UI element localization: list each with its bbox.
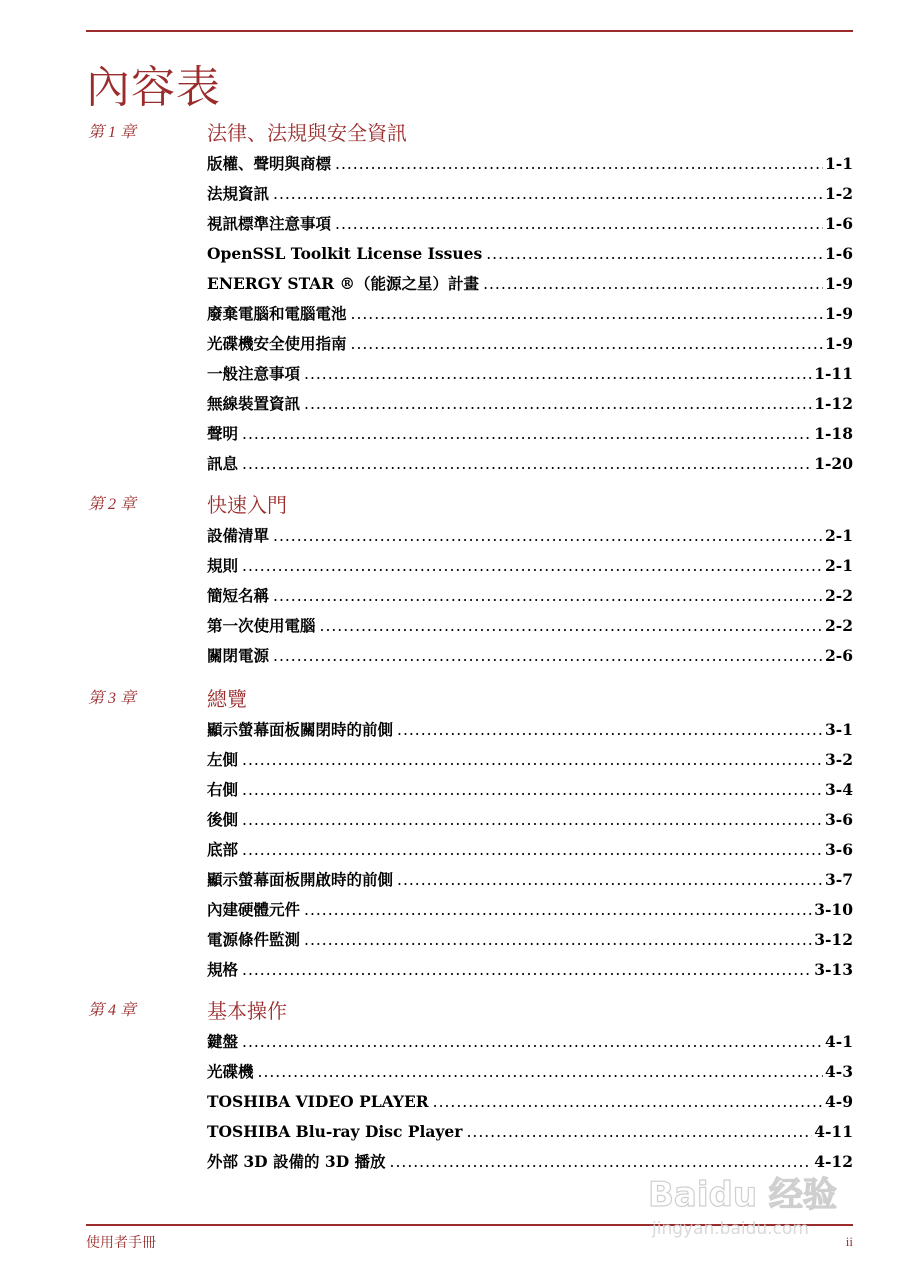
dot-leader [351, 299, 823, 329]
toc-entry-page: 1-20 [814, 454, 853, 473]
toc-entry-page: 3-2 [824, 750, 853, 769]
dot-leader [483, 269, 823, 299]
toc-entry-title: 第一次使用電腦 [207, 616, 316, 635]
dot-leader [242, 745, 823, 775]
toc-entry[interactable] [207, 359, 853, 389]
toc-entry-title: 鍵盤 [207, 1032, 239, 1051]
toc-entry-title: 法規資訊 [207, 184, 270, 203]
toc-entry-page: 2-6 [824, 646, 853, 665]
toc-entry[interactable] [207, 581, 853, 611]
toc-entry-title: TOSHIBA Blu-ray Disc Player [207, 1122, 463, 1141]
watermark-logo [648, 1164, 853, 1244]
toc-entry[interactable] [207, 1057, 853, 1087]
dot-leader [242, 775, 823, 805]
dot-leader [304, 895, 812, 925]
toc-entry[interactable] [207, 1117, 853, 1147]
watermark-brand: Baidu 经验 [648, 1175, 837, 1215]
dot-leader [433, 1087, 823, 1117]
toc-entry[interactable] [207, 1027, 853, 1057]
dot-leader [273, 179, 823, 209]
dot-leader [242, 1027, 823, 1057]
toc-entry-page: 4-12 [814, 1152, 853, 1171]
dot-leader [242, 551, 823, 581]
toc-entry[interactable] [207, 149, 853, 179]
toc-entry-page: 4-1 [824, 1032, 853, 1051]
dot-leader [304, 389, 812, 419]
toc-entry-page: 2-2 [824, 586, 853, 605]
dot-leader [397, 865, 823, 895]
toc-entry-page: 3-6 [824, 810, 853, 829]
footer-manual-title: 使用者手冊 [86, 1235, 156, 1251]
toc-entry-page: 1-6 [824, 244, 853, 263]
dot-leader [397, 715, 823, 745]
toc-entry-page: 1-2 [824, 184, 853, 203]
toc-entry[interactable] [207, 299, 853, 329]
toc-entry[interactable] [207, 895, 853, 925]
dot-leader [273, 581, 823, 611]
toc-entry[interactable] [207, 521, 853, 551]
chapter-label: 第 1 章 [88, 124, 137, 141]
toc-entry[interactable] [207, 745, 853, 775]
toc-entry[interactable] [207, 955, 853, 985]
chapter-label: 第 4 章 [88, 1002, 137, 1019]
toc-entry[interactable] [207, 179, 853, 209]
toc-entry-page: 3-1 [824, 720, 853, 739]
toc-entry-title: 底部 [207, 840, 239, 859]
toc-entry-title: 規則 [207, 556, 239, 575]
toc-entry-page: 1-18 [814, 424, 853, 443]
toc-entry-page: 3-13 [814, 960, 853, 979]
toc-entry-page: 1-11 [814, 364, 853, 383]
toc-entry[interactable] [207, 239, 853, 269]
toc-entry-title: 簡短名稱 [207, 586, 270, 605]
chapter-label: 第 2 章 [88, 496, 137, 513]
toc-entry[interactable] [207, 775, 853, 805]
toc-entry-title: 訊息 [207, 454, 239, 473]
dot-leader [242, 449, 812, 479]
toc-entry-page: 1-9 [824, 334, 853, 353]
toc-entry-title: TOSHIBA VIDEO PLAYER [207, 1092, 429, 1111]
chapter-label: 第 3 章 [88, 690, 137, 707]
toc-entry-title: 關閉電源 [207, 646, 270, 665]
toc-entry-title: 光碟機 [207, 1062, 254, 1081]
watermark-url: jingyan.baidu.com [652, 1219, 809, 1239]
toc-entry-page: 4-9 [824, 1092, 853, 1111]
toc-entry-title: 內建硬體元件 [207, 900, 301, 919]
toc-entry-page: 2-1 [824, 556, 853, 575]
entry-list [207, 149, 853, 479]
toc-entry-title: 廢棄電腦和電腦電池 [207, 304, 347, 323]
dot-leader [304, 925, 812, 955]
chapter-title[interactable]: 法律、法規與安全資訊 [207, 121, 407, 145]
dot-leader [320, 611, 823, 641]
dot-leader [242, 955, 812, 985]
toc-entry-title: 顯示螢幕面板開啟時的前側 [207, 870, 394, 889]
toc-entry[interactable] [207, 641, 853, 671]
toc-entry[interactable] [207, 925, 853, 955]
toc-entry-page: 4-3 [824, 1062, 853, 1081]
toc-entry-title: 一般注意事項 [207, 364, 301, 383]
dot-leader [273, 641, 823, 671]
toc-entry-title: 無線裝置資訊 [207, 394, 301, 413]
toc-entry[interactable] [207, 389, 853, 419]
dot-leader [242, 835, 823, 865]
toc-entry-page: 3-10 [814, 900, 853, 919]
chapter-title[interactable]: 總覽 [207, 687, 247, 711]
toc-entry[interactable] [207, 449, 853, 479]
dot-leader [304, 359, 812, 389]
toc-entry-title: 設備清單 [207, 526, 270, 545]
toc-entry-title: ENERGY STAR ®（能源之星）計畫 [207, 274, 480, 293]
toc-entry-page: 1-1 [824, 154, 853, 173]
chapter-title[interactable]: 基本操作 [207, 999, 287, 1023]
toc-entry-title: 聲明 [207, 424, 239, 443]
toc-entry-title: 電源條件監測 [207, 930, 301, 949]
toc-entry-title: 規格 [207, 960, 239, 979]
toc-entry[interactable] [207, 329, 853, 359]
entry-list [207, 521, 853, 671]
toc-entry-title: 顯示螢幕面板關閉時的前側 [207, 720, 394, 739]
toc-entry-page: 3-4 [824, 780, 853, 799]
toc-entry-page: 1-12 [814, 394, 853, 413]
toc-entry-page: 3-7 [824, 870, 853, 889]
toc-entry-title: 版權、聲明與商標 [207, 154, 332, 173]
dot-leader [351, 329, 823, 359]
toc-entry[interactable] [207, 209, 853, 239]
toc-entry[interactable] [207, 269, 853, 299]
toc-entry-page: 1-9 [824, 274, 853, 293]
toc-entry[interactable] [207, 835, 853, 865]
entry-list [207, 715, 853, 985]
dot-leader [335, 209, 823, 239]
toc-entry[interactable] [207, 1087, 853, 1117]
page-title: 內容表 [86, 62, 221, 113]
toc-entry[interactable] [207, 715, 853, 745]
top-rule [86, 30, 853, 32]
toc-entry-title: OpenSSL Toolkit License Issues [207, 244, 483, 263]
toc-entry-page: 3-12 [814, 930, 853, 949]
toc-entry[interactable] [207, 419, 853, 449]
toc-entry-title: 外部 3D 設備的 3D 播放 [207, 1152, 386, 1171]
entry-list [207, 1027, 853, 1177]
toc-entry-title: 左側 [207, 750, 239, 769]
toc-entry[interactable] [207, 805, 853, 835]
dot-leader [335, 149, 823, 179]
toc-entry-page: 1-6 [824, 214, 853, 233]
toc-entry-title: 右側 [207, 780, 239, 799]
dot-leader [486, 239, 823, 269]
footer-page-number: ii [845, 1234, 853, 1249]
toc-entry-page: 2-2 [824, 616, 853, 635]
dot-leader [242, 419, 812, 449]
dot-leader [242, 805, 823, 835]
toc-entry-page: 4-11 [814, 1122, 853, 1141]
dot-leader [273, 521, 823, 551]
dot-leader [258, 1057, 823, 1087]
toc-entry-page: 1-9 [824, 304, 853, 323]
dot-leader [466, 1117, 812, 1147]
toc-entry-title: 視訊標準注意事項 [207, 214, 332, 233]
toc-entry[interactable] [207, 865, 853, 895]
toc-entry-title: 光碟機安全使用指南 [207, 334, 347, 353]
toc-entry-title: 後側 [207, 810, 239, 829]
chapter-title[interactable]: 快速入門 [207, 493, 287, 517]
toc-entry[interactable] [207, 611, 853, 641]
toc-entry-page: 3-6 [824, 840, 853, 859]
toc-entry[interactable] [207, 551, 853, 581]
toc-entry-page: 2-1 [824, 526, 853, 545]
